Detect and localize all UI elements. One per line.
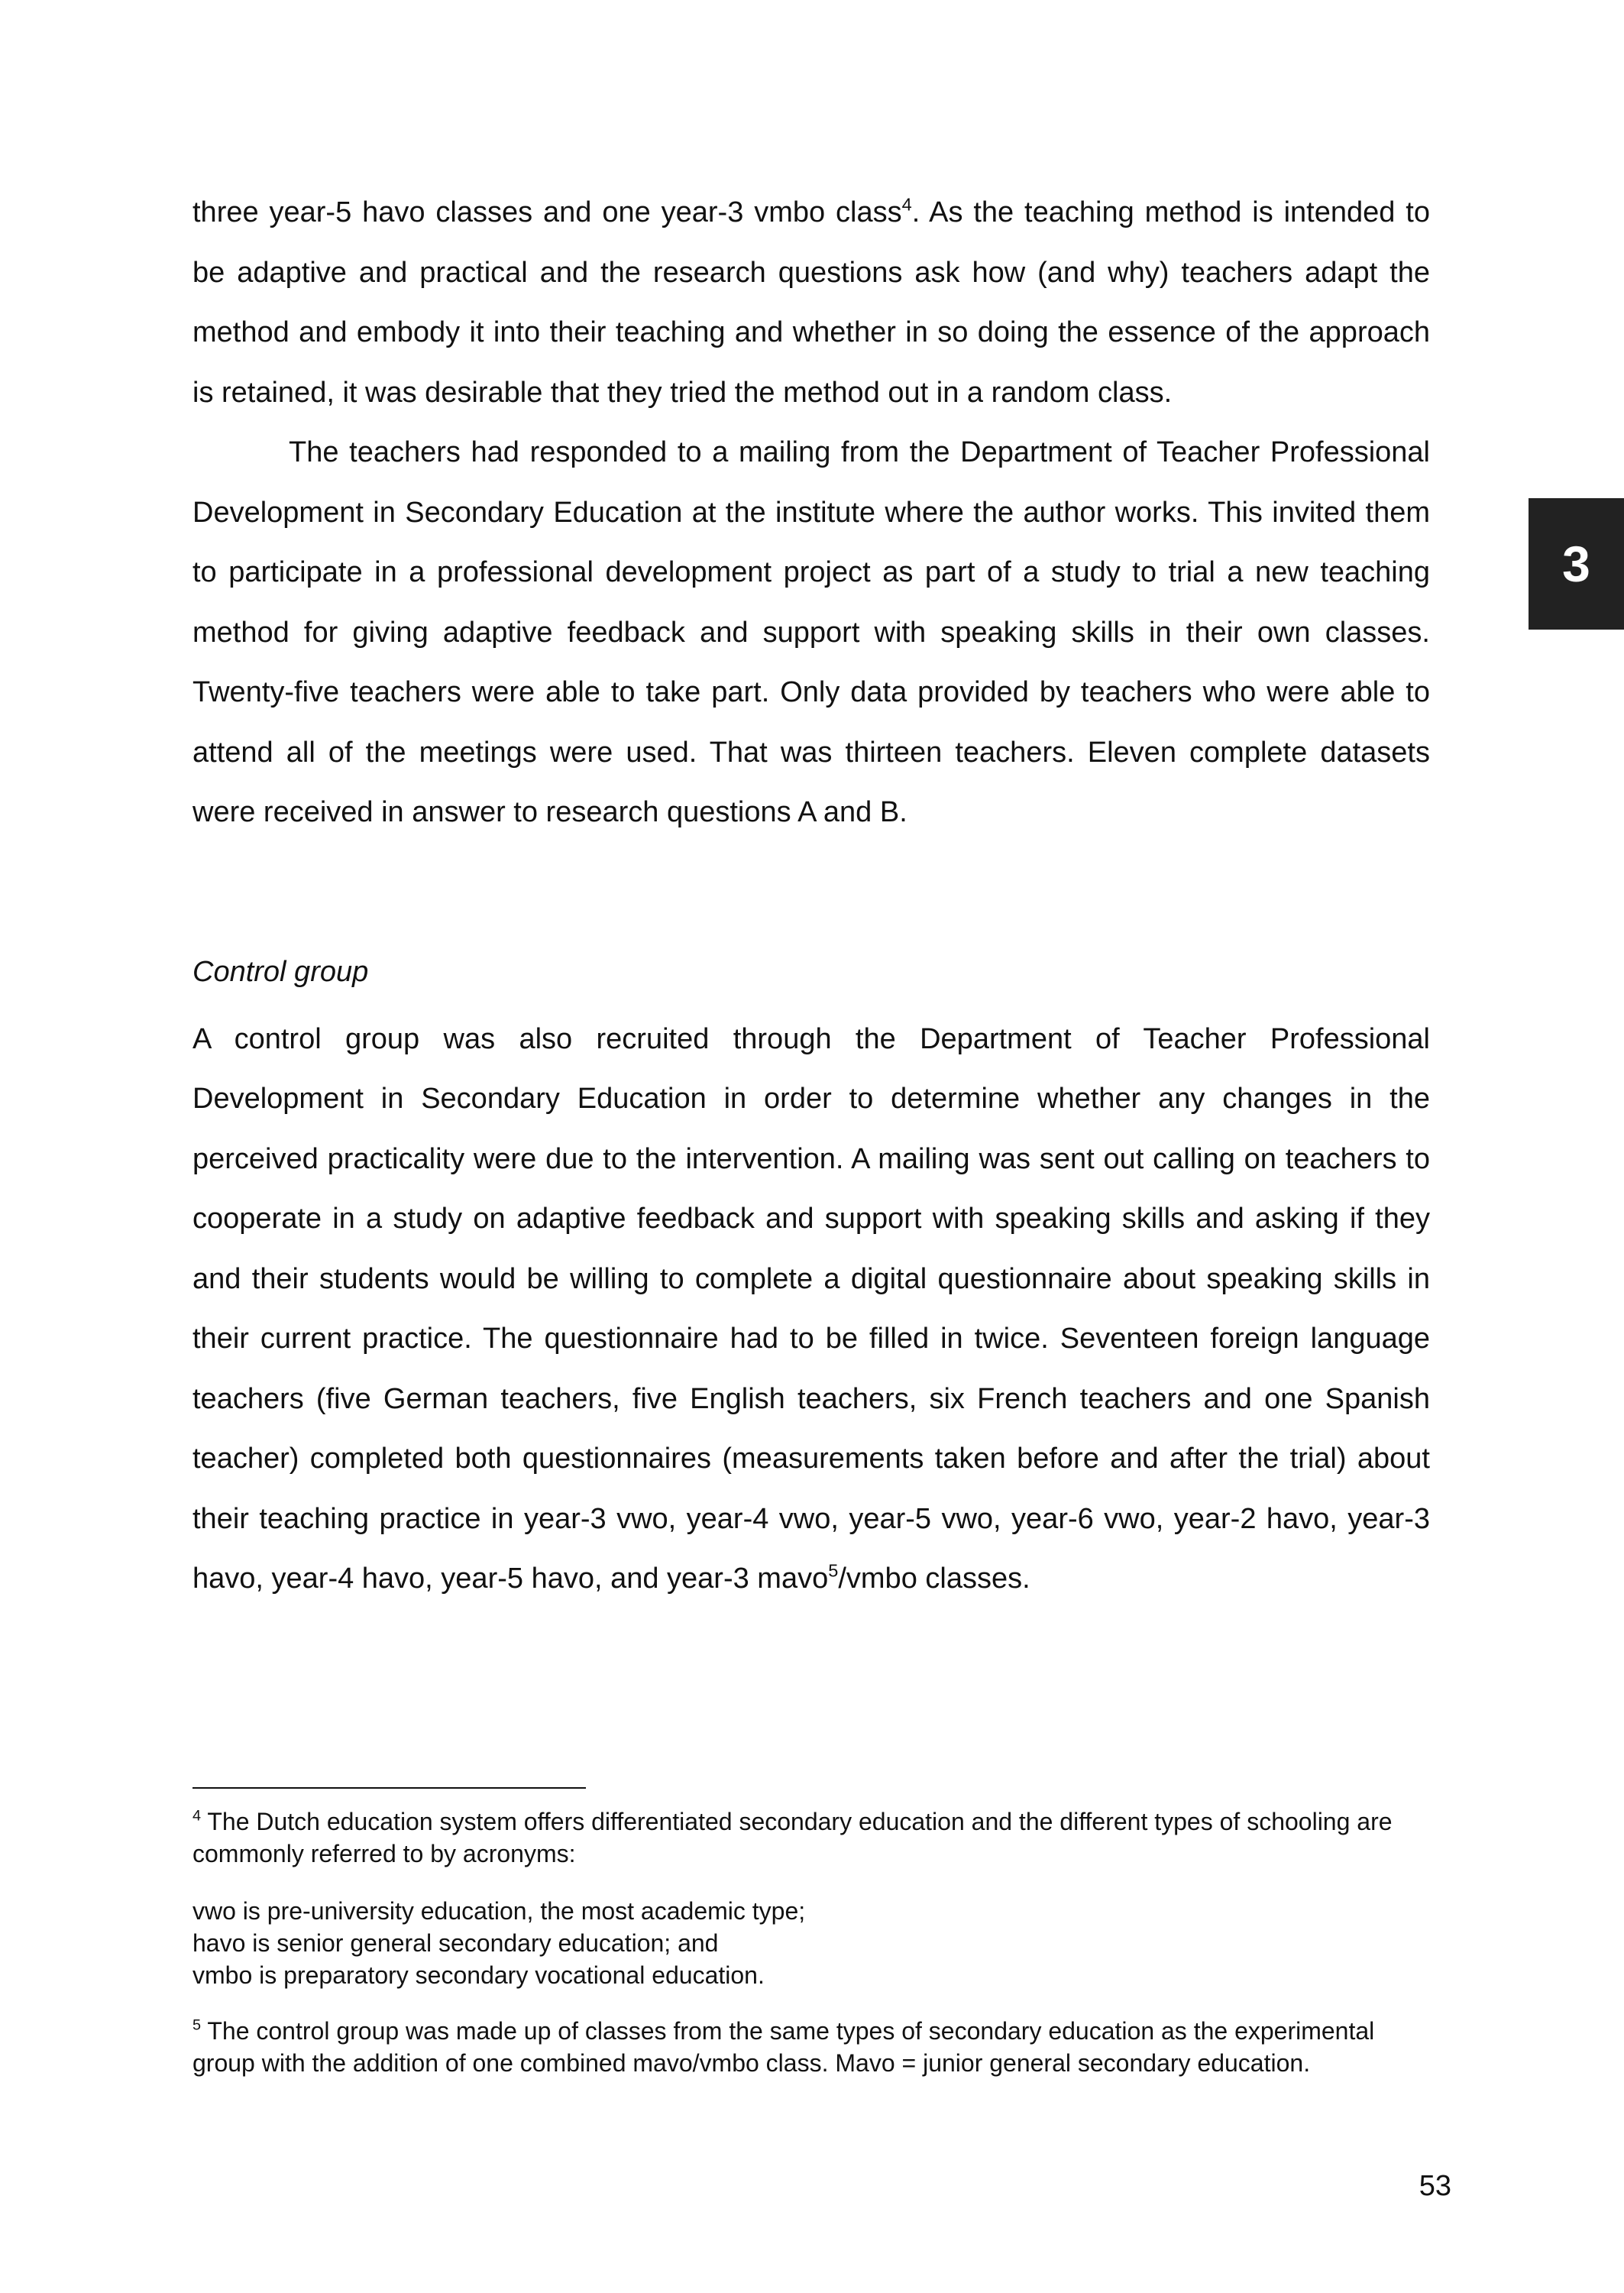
footnote-4 xyxy=(192,1806,1430,1870)
paragraph-3-text: A control group was also recruited through the Department of Teacher Professional Development in Secondary Education in order to determine whether any changes in the perceived practicality were due to the intervention. A mailing was sent out calling on teachers to cooperate in a study on adaptive feedback and support with speaking skills and asking if they and their students would be willing to complete a digital questionnaire about speaking skills in their current practice. The questionnaire had to be filled in twice. Seventeen foreign language teachers (five German teachers, five English teachers, six French teachers and one Spanish teacher) completed both questionnaires (measurements taken before and after the trial) about their teaching practice in year-3 vwo, year-4 vwo, year-5 vwo, year-6 vwo, year-2 havo, year-3 havo, year-4 havo, year-5 havo, and year-3 mavo xyxy=(192,1022,1430,1595)
footnote-5-text: The control group was made up of classes from the same types of secondary education as the experimental group with the addition of one combined mavo/vmbo class. Mavo = junior general secondary education. xyxy=(192,2017,1375,2077)
footnote-4-text: The Dutch education system offers differentiated secondary education and the different types of schooling are commonly referred to by acronyms: xyxy=(192,1808,1393,1867)
paragraph-2: The teachers had responded to a mailing from the Department of Teacher Professional Development in Secondary Education at the institute where the author works. This invited them to participate in a professional development project as part of a study to trial a new teaching method for giving adaptive feedback and support with speaking skills in their own classes. Twenty-five teachers were able to take part. Only data provided by teachers who were able to attend all of the meetings were used. That was thirteen teachers. Eleven complete datasets were received in answer to research questions A and B. xyxy=(192,436,1430,828)
footnote-ref-5[interactable]: 5 xyxy=(828,1560,839,1581)
section-heading-control-group: Control group xyxy=(192,956,369,988)
body-section-intro xyxy=(192,183,1430,843)
paragraph-3-text-cont: /vmbo classes. xyxy=(838,1563,1030,1595)
paragraph-1-text-cont: . As the teaching method is intended to be adaptive and practical and the research questions ask how (and why) teachers adapt the method and embody it into their teaching and whether in so doing the essence of the approach is retained, it was desirable that they tried the method out in a random class. xyxy=(192,196,1430,409)
footnote-ref-4[interactable]: 4 xyxy=(901,194,912,215)
chapter-tab: 3 xyxy=(1529,498,1624,630)
footnote-divider xyxy=(192,1787,586,1789)
footnote-4-definitions xyxy=(192,1895,1430,1991)
page-number: 53 xyxy=(1419,2170,1451,2202)
body-section-control-group xyxy=(192,942,1430,1609)
definition-line: havo is senior general secondary education; and xyxy=(192,1929,719,1957)
definition-line: vmbo is preparatory secondary vocational education. xyxy=(192,1961,765,1989)
paragraph-1-text: three year-5 havo classes and one year-3 vmbo class xyxy=(192,196,902,228)
footnote-5-marker: 5 xyxy=(192,2016,202,2034)
paragraph-1 xyxy=(192,183,1430,423)
footnote-4-marker: 4 xyxy=(192,1807,202,1825)
paragraph-3 xyxy=(192,1009,1430,1609)
definition-line: vwo is pre-university education, the most academic type; xyxy=(192,1897,806,1925)
footnote-5 xyxy=(192,2015,1430,2079)
